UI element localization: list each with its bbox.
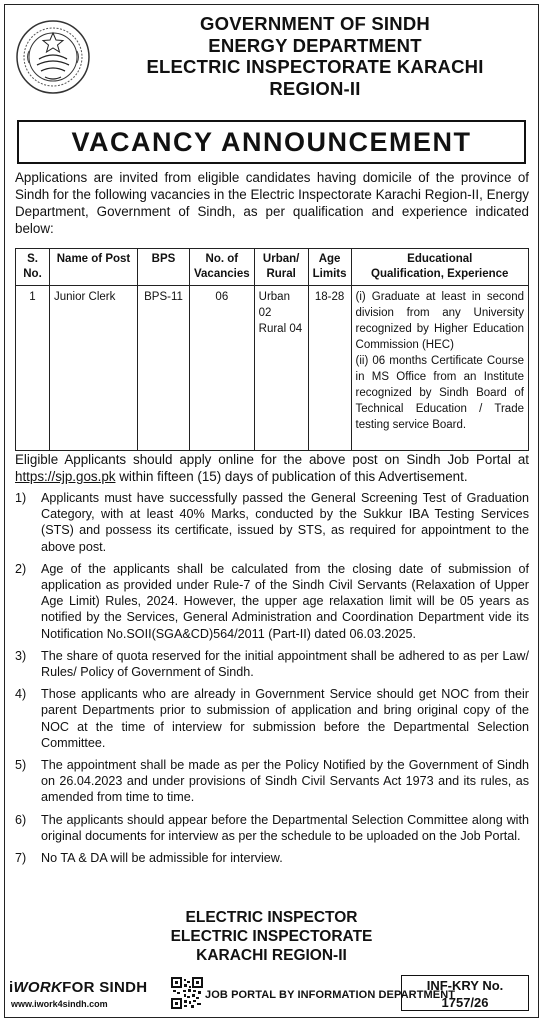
col-header-vacancies-line2: Vacancies — [194, 268, 250, 280]
cell-urban-rural — [254, 286, 308, 451]
col-header-qualification-line1: Educational — [407, 253, 473, 265]
list-item — [15, 686, 529, 751]
vacancy-announcement-banner: VACANCY ANNOUNCEMENT — [17, 120, 526, 164]
term-number: 3) — [15, 648, 27, 663]
brand-rest: FOR SINDH — [62, 979, 148, 996]
header-line-department: ENERGY DEPARTMENT — [208, 34, 422, 56]
term-number: 7) — [15, 851, 27, 866]
reference-label: INF-KRY No. — [426, 978, 504, 993]
col-header-urban-rural-line2: Rural — [266, 268, 296, 280]
term-text: The applicants should appear before the Departmental Selection Committee along with original documents for interview as per the schedule to be uploaded on the Job Portal. — [41, 812, 529, 843]
footer — [5, 973, 538, 1017]
vacancy-table — [15, 248, 529, 451]
iwork-url: www.iwork4sindh.com — [11, 999, 108, 1009]
signature-line-title: ELECTRIC INSPECTOR — [185, 909, 358, 926]
col-header-qualification — [351, 249, 528, 286]
cell-vacancies: 06 — [190, 286, 255, 451]
brand-i: i — [9, 979, 14, 996]
intro-paragraph: Applications are invited from eligible candidates having domicile of the province of Sindh for the following vacancies in the Electric Inspectorate Karachi Region-II, Energy Department, Government of Sindh, as per qualification and experience indicated below: — [15, 170, 529, 236]
reference-number: 1757/26 — [441, 995, 489, 1010]
term-text: No TA & DA will be admissible for interview. — [41, 851, 283, 866]
col-header-sno-line1: S. — [27, 253, 38, 265]
list-item — [15, 812, 529, 844]
list-item — [15, 850, 529, 866]
term-text: The share of quota reserved for the initial appointment shall be adhered to as per Law/ Rules/ Policy of Government of Sindh. — [41, 648, 529, 680]
term-text: The appointment shall be made as per the Policy Notified by the Government of Sindh on 26.04.2023 and under provisions of Sindh Civil Servants Act 1973 and its rules, as amended from time to time. — [41, 758, 529, 805]
col-header-sno — [16, 249, 50, 286]
header — [5, 5, 538, 115]
header-line-government: GOVERNMENT OF SINDH — [200, 13, 430, 34]
col-header-post: Name of Post — [50, 249, 138, 286]
col-header-vacancies-line1: No. of — [205, 253, 239, 265]
col-header-age-line2: Limits — [312, 268, 347, 280]
col-header-vacancies — [190, 249, 255, 286]
signature-line-region: KARACHI REGION-II — [196, 947, 347, 964]
cell-rural: Rural 04 — [258, 323, 303, 335]
col-header-bps: BPS — [138, 249, 190, 286]
terms-list — [15, 490, 529, 872]
col-header-urban-rural-line1: Urban/ — [262, 253, 300, 265]
cell-urban: Urban 02 — [258, 291, 290, 319]
list-item — [15, 561, 529, 642]
term-number: 1) — [15, 491, 27, 505]
reference-number-box — [401, 975, 529, 1011]
job-portal-tagline: JOB PORTAL BY INFORMATION DEPARTMENT — [205, 989, 456, 1001]
list-item — [15, 490, 529, 555]
term-text: Age of the applicants shall be calculated from the closing date of submission of application as provided under Rule-7 of the Sindh Civil Servants (Relaxation of Upper Age Limit) Rules, 2024. However, the upper age relaxation limit will be 05 years as notified by the Services, General Administration and Coordination Department vide its Notification No.SOII(SGA&CD)564/2011 (Part-II) dated 06.03.2025. — [41, 561, 529, 641]
col-header-urban-rural — [254, 249, 308, 286]
list-item — [15, 757, 529, 806]
term-text: Applicants must have successfully passed the General Screening Test of Graduation Category, with at least 40% Marks, conducted by the Sukkur IBA Testing Services (STS) and possess its certificate, issued by STS, as required for appointment to the above post. — [41, 491, 529, 554]
apply-text-before: Eligible Applicants should apply online for the above post on Sindh Job Portal at — [15, 452, 529, 467]
cell-qualification — [351, 286, 528, 451]
table-header-row — [16, 249, 529, 286]
list-item — [15, 648, 529, 680]
government-of-sindh-emblem-icon — [15, 19, 91, 95]
job-portal-link[interactable]: https://sjp.gos.pk — [15, 469, 116, 484]
col-header-sno-line2: No. — [23, 268, 42, 280]
table-row — [16, 286, 529, 451]
col-header-qualification-line2: Qualification, Experience — [371, 268, 509, 280]
term-number: 6) — [15, 812, 27, 827]
header-line-inspectorate: ELECTRIC INSPECTORATE KARACHI — [146, 56, 484, 77]
signature-block — [5, 908, 538, 965]
qr-code-icon — [171, 977, 203, 1009]
col-header-age-line1: Age — [318, 253, 341, 265]
term-number: 5) — [15, 758, 27, 773]
header-line-region: REGION-II — [269, 77, 361, 99]
apply-instructions — [15, 451, 529, 485]
signature-line-office: ELECTRIC INSPECTORATE — [170, 928, 373, 945]
qualification-item-ii: (ii) 06 months Certificate Course in MS Office from an Institute recognized by Sindh Board of Technical Education / Trade testing service Board. — [355, 355, 524, 431]
cell-bps: BPS-11 — [138, 286, 190, 451]
brand-work: WORK — [13, 979, 63, 996]
advertisement-page — [4, 4, 539, 1018]
cell-age: 18-28 — [308, 286, 351, 451]
apply-text-after: within fifteen (15) days of publication of this Advertisement. — [115, 469, 468, 484]
col-header-age — [308, 249, 351, 286]
term-number: 2) — [15, 561, 27, 576]
cell-post: Junior Clerk — [50, 286, 138, 451]
iwork-for-sindh-logo — [9, 979, 147, 996]
qualification-item-i: (i) Graduate at least in second division from any University recognized by Higher Education Commission (HEC) — [355, 291, 524, 351]
header-title — [105, 13, 525, 99]
cell-sno: 1 — [16, 286, 50, 451]
term-text: Those applicants who are already in Government Service should get NOC from their parent Departments prior to submission of application and bring original copy of the NOC at the time of interview for submission before the Departmental Selection Committee. — [41, 687, 529, 750]
term-number: 4) — [15, 687, 27, 702]
